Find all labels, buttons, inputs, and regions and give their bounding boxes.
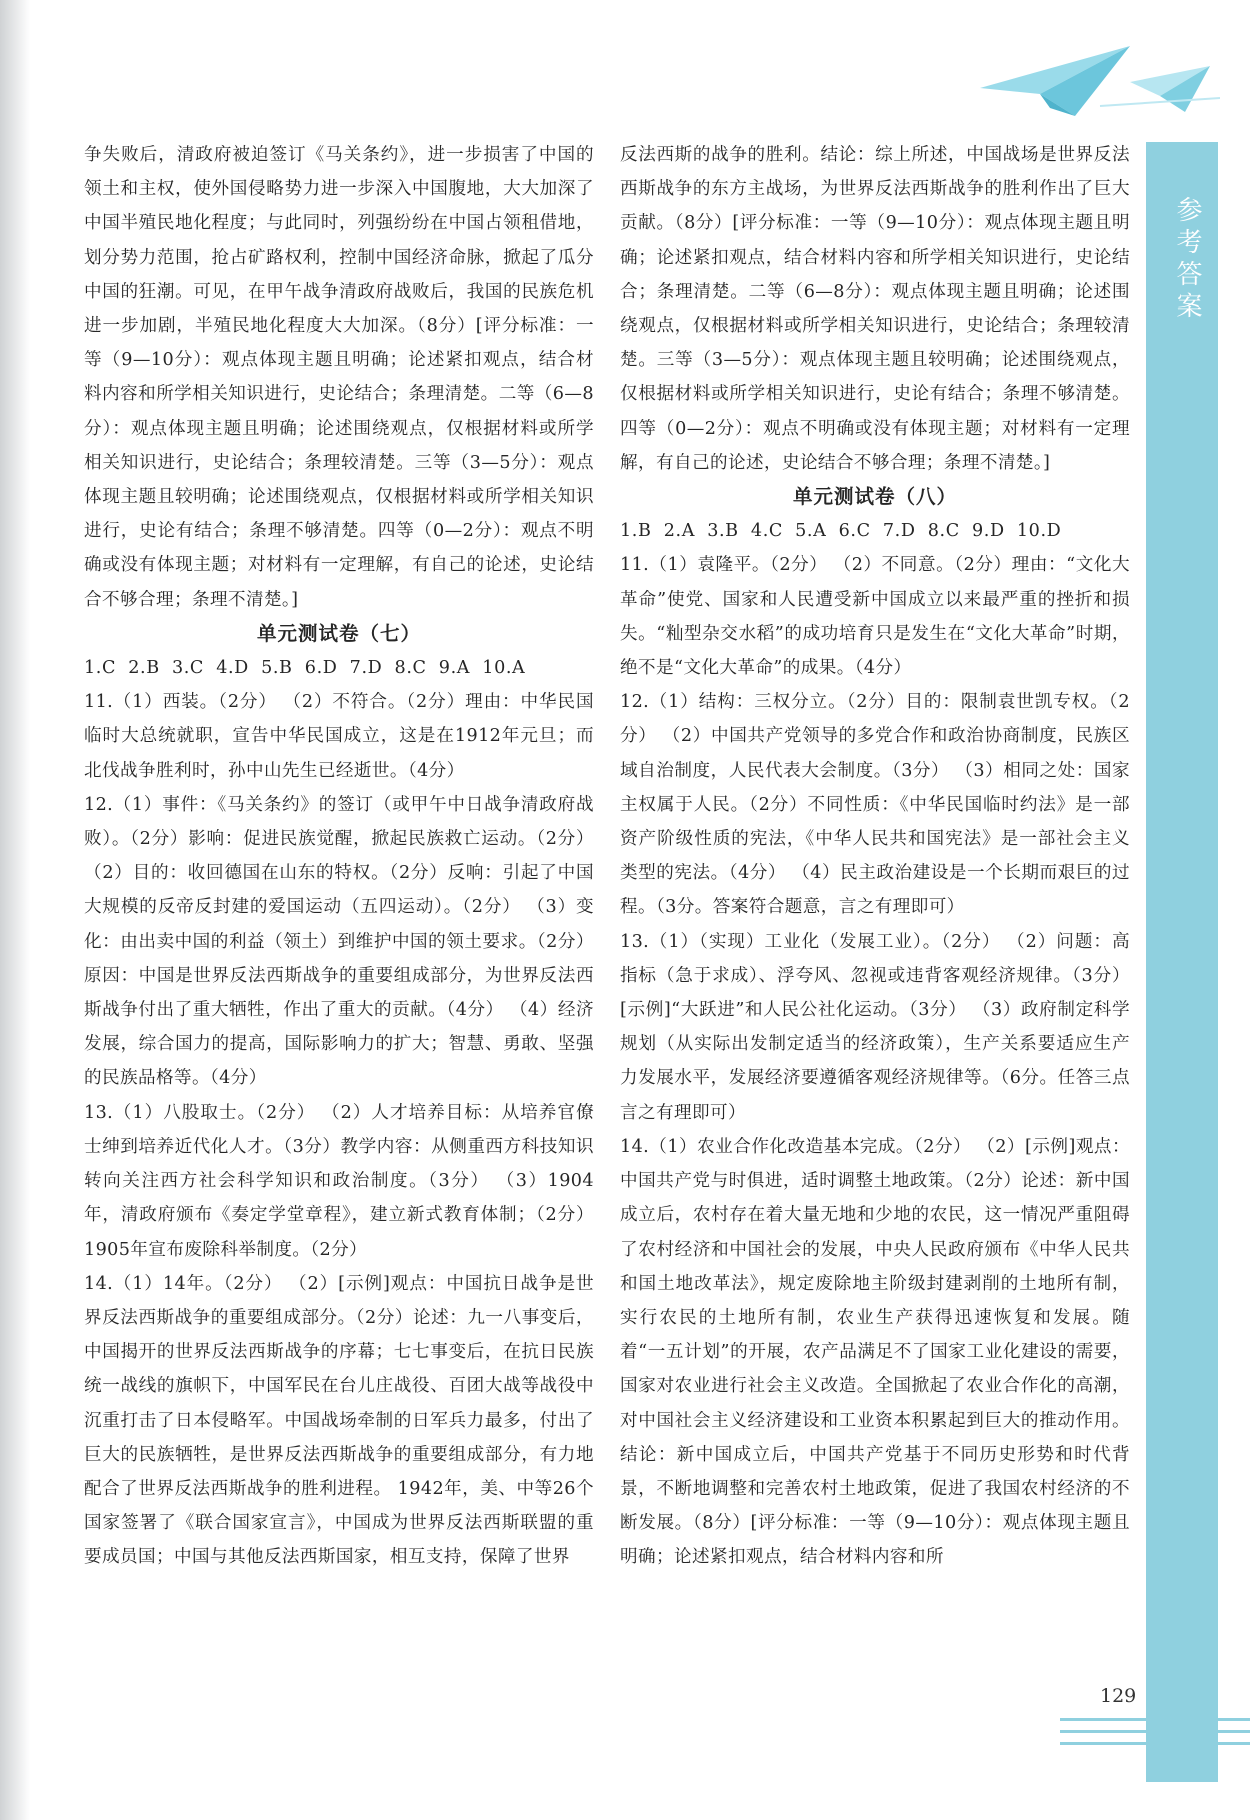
section-title: 单元测试卷（八） xyxy=(792,485,957,509)
page-number: 129 xyxy=(1100,1685,1137,1707)
left-column xyxy=(84,138,594,1575)
answer-paragraph: 13.（1）八股取士。（2分） （2）人才培养目标：从培养官僚士绅到培养近代化人才。（3分）教学内容：从侧重西方科技知识转向关注西方社会科学知识和政治制度。（3分） （3）1904年，清政府颁布《奏定学堂章程》，建立新式教育体制；（2分）1905年宣布废除科举制度。（2分） xyxy=(84,1102,594,1260)
answer-paragraph: 12.（1）事件：《马关条约》的签订（或甲午中日战争清政府战败）。（2分）影响：促进民族觉醒，掀起民族救亡运动。（2分） （2）目的：收回德国在山东的特权。（2分）反响：引起了中国大规模的反帝反封建的爱国运动（五四运动）。（2分） （3）变化：由出卖中国的利益（领土）到维护中国的领土要求。（2分）原因：中国是世界反法西斯战争的重要组成部分，为世界反法西斯战争付出了重大牺牲，作出了重大的贡献。（4分） （4）经济发展，综合国力的提高，国际影响力的扩大；智慧、勇敢、坚强的民族品格等。（4分） xyxy=(84,794,594,1089)
side-tab-label: 参考答案 xyxy=(1172,196,1202,324)
answer-paragraph: 14.（1）农业合作化改造基本完成。（2分） （2）[示例]观点：中国共产党与时俱进，适时调整土地政策。（2分）论述：新中国成立后，农村存在着大量无地和少地的农民，这一情况严重阻碍了农村经济和中国社会的发展，中央人民政府颁布《中华人民共和国土地改革法》，规定废除地主阶级封建剥削的土地所有制，实行农民的土地所有制，农业生产获得迅速恢复和发展。随着“一五计划”的开展，农产品满足不了国家工业化建设的需要，国家对农业进行社会主义改造。全国掀起了农业合作化的高潮，对中国社会主义经济建设和工业资本积累起到巨大的推动作用。结论：新中国成立后，中国共产党基于不同历史形势和时代背景，不断地调整和完善农村土地政策，促进了我国农村经济的不断发展。（8分）[评分标准：一等（9—10分）：观点体现主题且明确；论述紧扣观点，结合材料内容和所 xyxy=(620,1136,1130,1568)
section-title: 单元测试卷（七） xyxy=(256,621,421,645)
side-tab xyxy=(1146,142,1218,1782)
answer-paragraph: 13.（1）（实现）工业化（发展工业）。（2分） （2）问题：高指标（急于求成）、浮夸风、忽视或违背客观经济规律。（3分）[示例]“大跃进”和人民公社化运动。（3分） （3）政府制定科学规划（从实际出发制定适当的经济政策），生产关系要适应生产力发展水平，发展经济要遵循客观经济规律等。（6分。任答三点言之有理即可） xyxy=(620,931,1130,1123)
bottom-rules xyxy=(1060,1718,1250,1754)
answer-paragraph: 11.（1）袁隆平。（2分） （2）不同意。（2分）理由：“文化大革命”使党、国家和人民遭受新中国成立以来最严重的挫折和损失。“籼型杂交水稻”的成功培育只是发生在“文化大革命”时期，绝不是“文化大革命”的成果。（4分） xyxy=(620,555,1130,679)
paper-plane-icon xyxy=(980,36,1220,116)
choice-answers: 1.B 2.A 3.B 4.C 5.A 6.C 7.D 8.C 9.D 10.D xyxy=(620,521,1062,542)
answer-paragraph: 争失败后，清政府被迫签订《马关条约》，进一步损害了中国的领土和主权，使外国侵略势力进一步深入中国腹地，大大加深了中国半殖民地化程度；与此同时，列强纷纷在中国占领租借地，划分势力范围，抢占矿路权利，控制中国经济命脉，掀起了瓜分中国的狂潮。可见，在甲午战争清政府战败后，我国的民族危机进一步加剧，半殖民地化程度大大加深。（8分）[评分标准：一等（9—10分）：观点体现主题且明确；论述紧扣观点，结合材料内容和所学相关知识进行，史论结合；条理清楚。二等（6—8分）：观点体现主题且明确；论述围绕观点，仅根据材料或所学相关知识进行，史论结合；条理较清楚。三等（3—5分）：观点体现主题且较明确；论述围绕观点，仅根据材料或所学相关知识进行，史论有结合；条理不够清楚。四等（0—2分）：观点不明确或没有体现主题；对材料有一定理解，有自己的论述，史论结合不够合理；条理不清楚。] xyxy=(84,145,594,610)
answer-paragraph: 11.（1）西装。（2分） （2）不符合。（2分）理由：中华民国临时大总统就职，宣告中华民国成立，这是在1912年元旦；而北伐战争胜利时，孙中山先生已经逝世。（4分） xyxy=(84,692,594,781)
answer-paragraph: 12.（1）结构：三权分立。（2分）目的：限制袁世凯专权。（2分） （2）中国共产党领导的多党合作和政治协商制度，民族区域自治制度，人民代表大会制度。（3分） （3）相同之处：国家主权属于人民。（2分）不同性质：《中华民国临时约法》是一部资产阶级性质的宪法，《中华人民共和国宪法》是一部社会主义类型的宪法。（4分） （4）民主政治建设是一个长期而艰巨的过程。（3分。答案符合题意，言之有理即可） xyxy=(620,692,1130,918)
left-margin-band xyxy=(0,0,30,1820)
choice-answers: 1.C 2.B 3.C 4.D 5.B 6.D 7.D 8.C 9.A 10.A xyxy=(84,658,526,679)
answer-paragraph: 14.（1）14年。（2分） （2）[示例]观点：中国抗日战争是世界反法西斯战争的重要组成部分。（2分）论述：九一八事变后，中国揭开的世界反法西斯战争的序幕；七七事变后，在抗日民族统一战线的旗帜下，中国军民在台儿庄战役、百团大战等战役中沉重打击了日本侵略军。中国战场牵制的日军兵力最多，付出了巨大的民族牺牲，是世界反法西斯战争的重要组成部分，有力地配合了世界反法西斯战争的胜利进程。 1942年，美、中等26个国家签署了《联合国家宣言》，中国成为世界反法西斯联盟的重要成员国；中国与其他反法西斯国家，相互支持，保障了世界 xyxy=(84,1273,594,1568)
answer-paragraph: 反法西斯的战争的胜利。结论：综上所述，中国战场是世界反法西斯战争的东方主战场，为世界反法西斯战争的胜利作出了巨大贡献。（8分）[评分标准：一等（9—10分）：观点体现主题且明确；论述紧扣观点，结合材料内容和所学相关知识进行，史论结合；条理清楚。二等（6—8分）：观点体现主题且明确；论述围绕观点，仅根据材料或所学相关知识进行，史论结合；条理较清楚。三等（3—5分）：观点体现主题且较明确；论述围绕观点，仅根据材料或所学相关知识进行，史论有结合；条理不够清楚。四等（0—2分）：观点不明确或没有体现主题；对材料有一定理解，有自己的论述，史论结合不够合理；条理不清楚。] xyxy=(620,145,1130,473)
right-column xyxy=(620,138,1130,1575)
